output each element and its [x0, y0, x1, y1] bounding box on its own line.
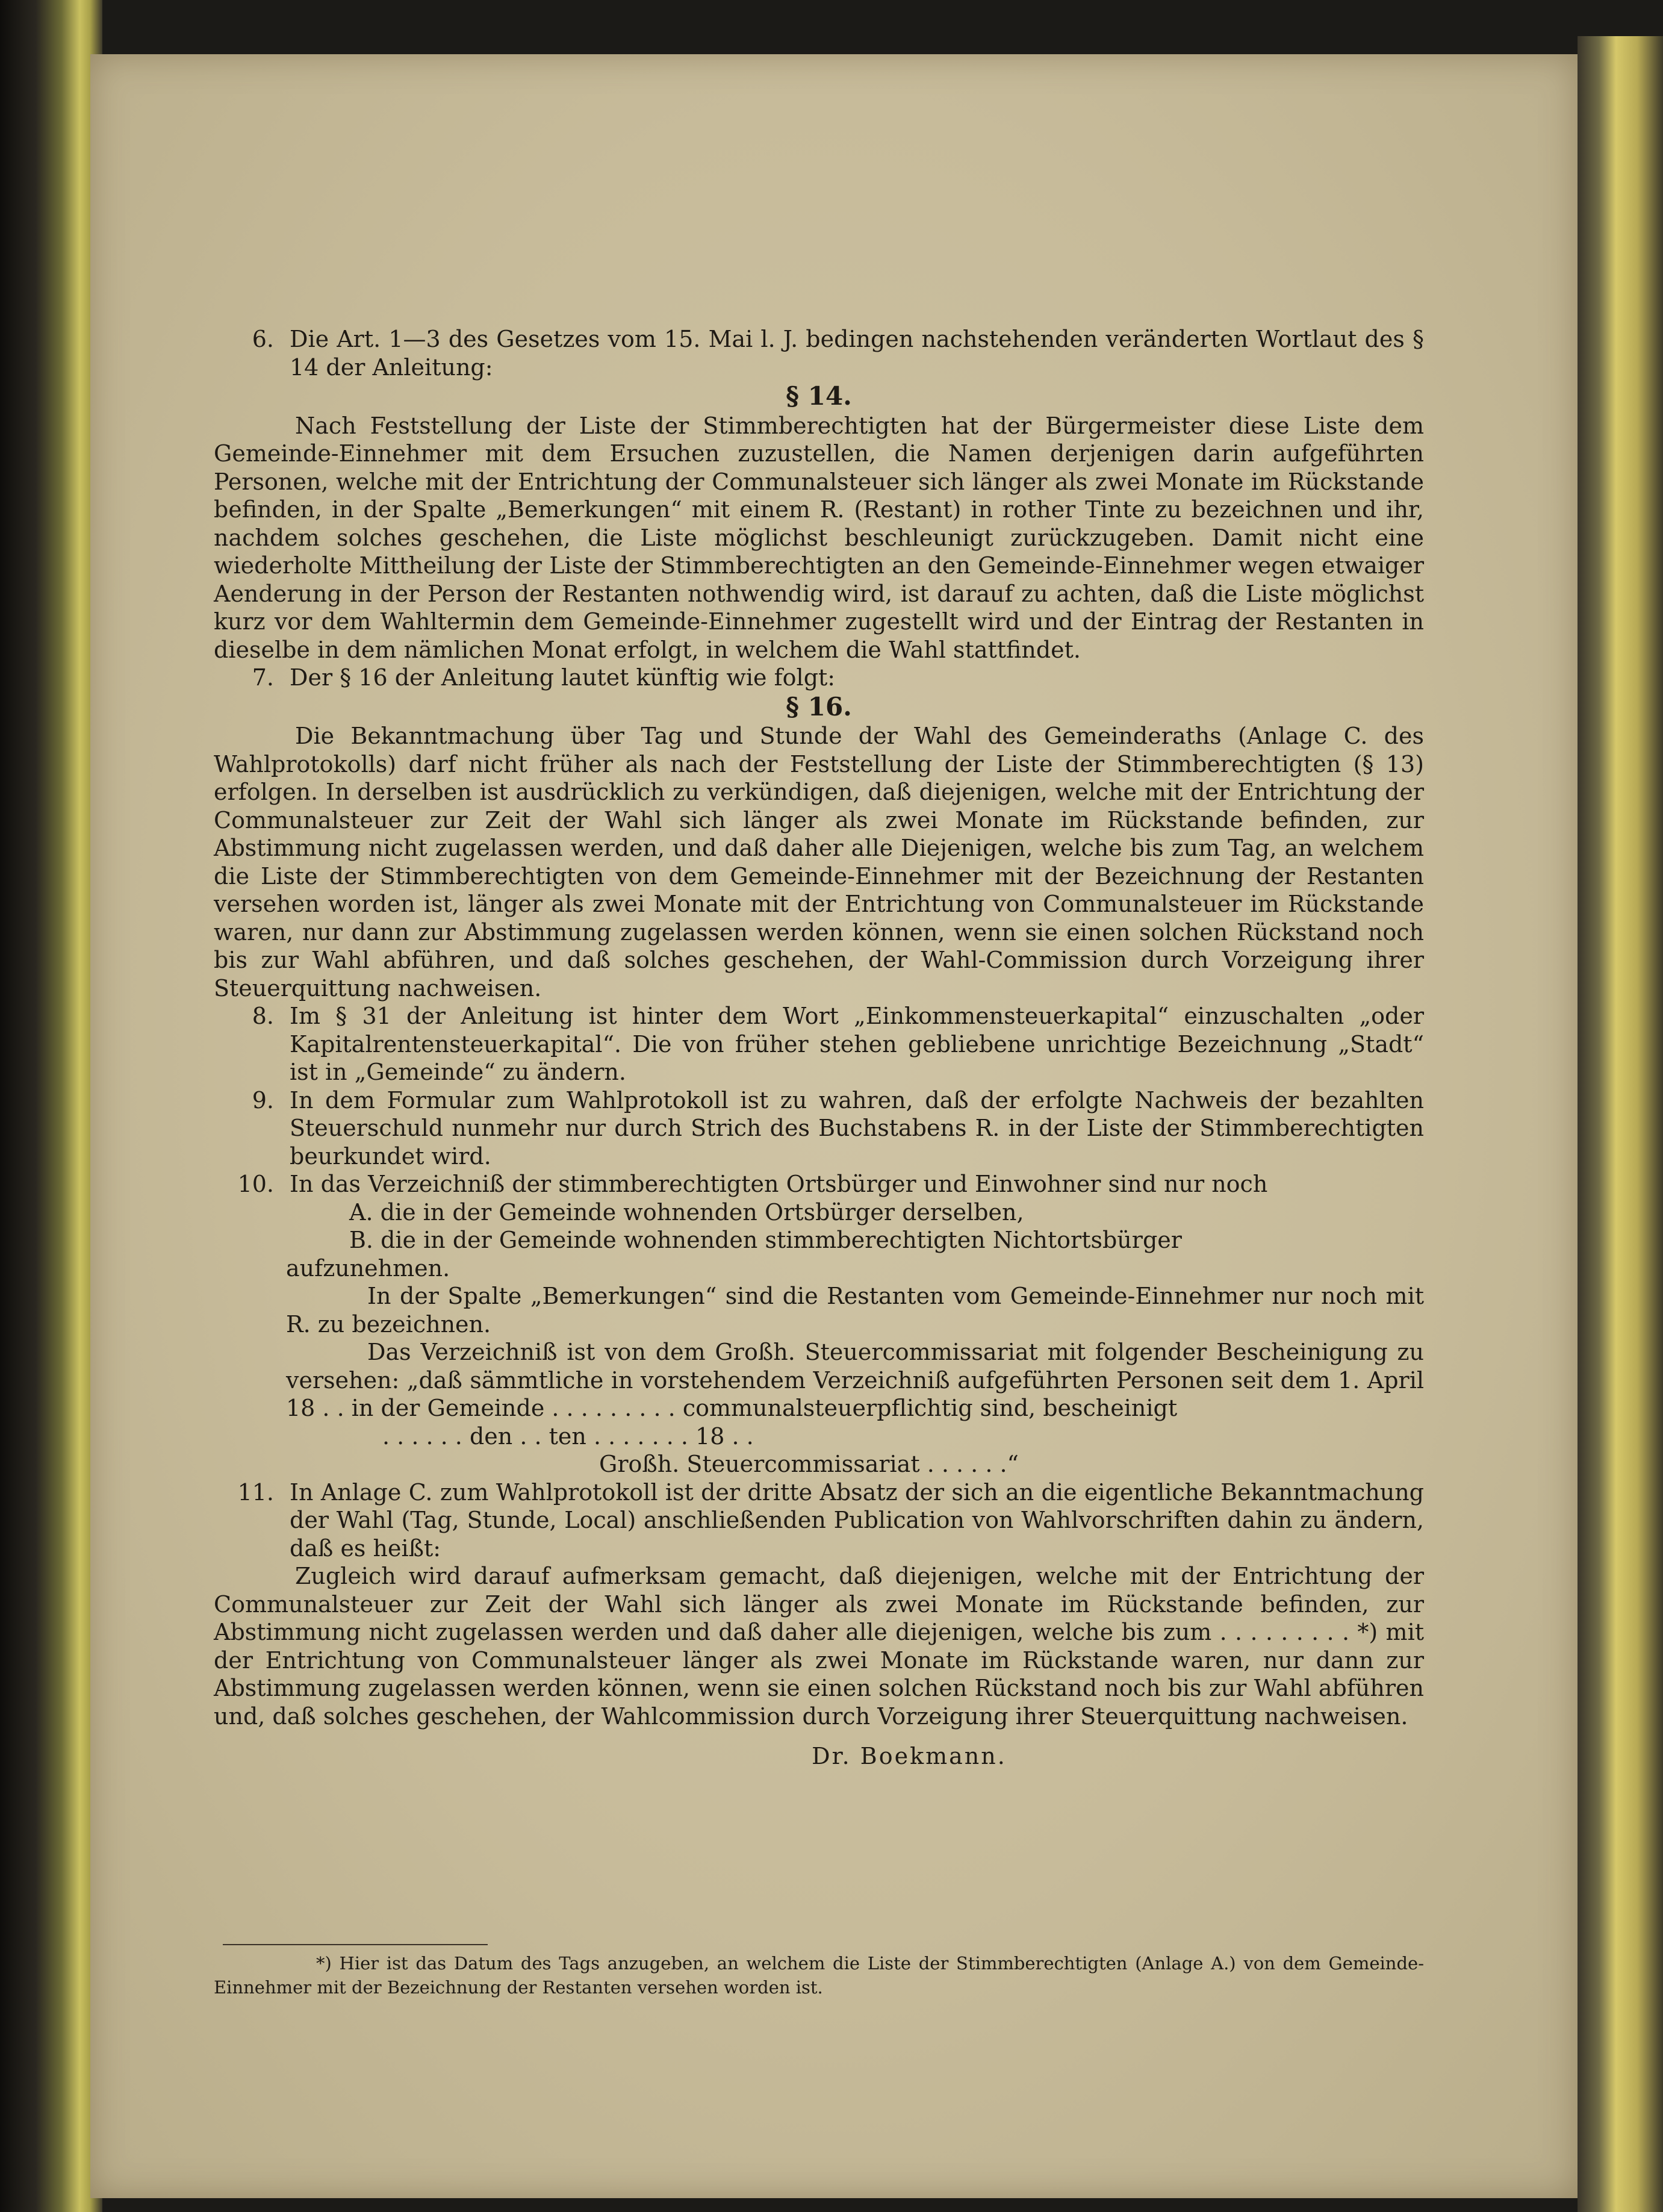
item-10-e: Das Verzeichniß ist von dem Großh. Steuercommissariat mit folgender Bescheinigung zu versehen: „daß sämmtliche in vorstehendem Verzeichniß aufgeführten Personen seit dem 1. April 18 . . in der Gemeinde . . . . . . . . . communalsteuerpflichtig sind, bescheinigt: [286, 1339, 1424, 1421]
item-10-a: A. die in der Gemeinde wohnenden Ortsbürger derselben,: [349, 1198, 1024, 1226]
section-heading-14: § 14.: [786, 381, 852, 411]
footnote-rule: [223, 1944, 488, 1945]
item-number: 8.: [252, 1003, 274, 1029]
signature: Dr. Boekmann.: [812, 1743, 1007, 1769]
page-text: [214, 325, 1424, 1771]
item-number: 6.: [252, 326, 274, 352]
item-9: [214, 1086, 1424, 1171]
item-8: [214, 1002, 1424, 1086]
footnote-text: *) Hier ist das Datum des Tags anzugeben, an welchem die Liste der Stimmberechtigten (Anlage A.) von dem Gemeinde-Einnehmer mit der Bezeichnung der Restanten versehen worden ist.: [214, 1953, 1424, 1998]
book-page-edge-right: [1578, 36, 1663, 2212]
item-10-f: . . . . . . den . . ten . . . . . . . 18 . .: [382, 1422, 754, 1450]
section-16-text: Die Bekanntmachung über Tag und Stunde der Wahl des Gemeinderaths (Anlage C. des Wahlprotokolls) darf nicht früher als nach der Feststellung der Liste der Stimmberechtigten (§ 13) erfolgen. In derselben ist ausdrücklich zu verkündigen, daß diejenigen, welche mit der Entrichtung der Communalsteuer zur Zeit der Wahl sich länger als zwei Monate im Rückstande befinden, zur Abstimmung nicht zugelassen werden, und daß daher alle Diejenigen, welche bis zum Tag, an welchem die Liste der Stimmberechtigten von dem Gemeinde-Einnehmer mit der Bezeichnung der Restanten versehen worden ist, länger als zwei Monate mit der Entrichtung von Communalsteuer im Rückstande waren, nur dann zur Abstimmung zugelassen werden können, wenn sie einen solchen Rückstand noch bis zur Wahl abführen, und daß solches geschehen, der Wahl-Commission durch Vorzeigung ihrer Steuerquittung nachweisen.: [214, 723, 1424, 1002]
item-11: [214, 1478, 1424, 1563]
item-text: Im § 31 der Anleitung ist hinter dem Wort „Einkommensteuerkapital“ einzuschalten „oder Kapitalrentensteuerkapital“. Die von früher stehen gebliebene unrichtige Bezeichnung „Stadt“ ist in „Gemeinde“ zu ändern.: [290, 1003, 1424, 1085]
item-10-b: B. die in der Gemeinde wohnenden stimmberechtigten Nichtortsbürger: [349, 1227, 1182, 1253]
item-10-g: Großh. Steuercommissariat . . . . . .“: [599, 1451, 1019, 1477]
item-text: Die Art. 1—3 des Gesetzes vom 15. Mai l. J. bedingen nachstehenden veränderten Wortlaut des § 14 der Anleitung:: [290, 326, 1424, 381]
item-10: [214, 1170, 1424, 1198]
item-number: 7.: [252, 664, 274, 691]
item-6: [214, 325, 1424, 381]
item-10-c: aufzunehmen.: [286, 1254, 450, 1282]
book-spine-left: [0, 0, 102, 2212]
section-heading-16: § 16.: [786, 691, 852, 721]
item-10-d: In der Spalte „Bemerkungen“ sind die Restanten vom Gemeinde-Einnehmer nur noch mit R. zu bezeichnen.: [286, 1283, 1424, 1338]
item-text: In das Verzeichniß der stimmberechtigten Ortsbürger und Einwohner sind nur noch: [290, 1171, 1268, 1197]
item-number: 9.: [252, 1086, 274, 1114]
footnote: [214, 1951, 1424, 1999]
item-text: In Anlage C. zum Wahlprotokoll ist der dritte Absatz der sich an die eigentliche Bekanntmachung der Wahl (Tag, Stunde, Local) anschließenden Publication von Wahlvorschriften dahin zu ändern, daß es heißt:: [290, 1478, 1424, 1562]
section-14-text: Nach Feststellung der Liste der Stimmberechtigten hat der Bürgermeister diese Liste dem Gemeinde-Einnehmer mit dem Ersuchen zuzustellen, die Namen derjenigen darin aufgeführten Personen, welche mit der Entrichtung der Communalsteuer sich länger als zwei Monate im Rückstande befinden, in der Spalte „Bemerkungen“ mit einem R. (Restant) in rother Tinte zu bezeichnen und ihr, nachdem solches geschehen, die Liste möglichst beschleunigt zurückzugeben. Damit nicht eine wiederholte Mittheilung der Liste der Stimmberechtigten an den Gemeinde-Einnehmer wegen etwaiger Aenderung in der Person der Restanten nothwendig wird, ist darauf zu achten, daß die Liste möglichst kurz vor dem Wahltermin dem Gemeinde-Einnehmer zugestellt wird und der Eintrag der Restanten in dieselbe in dem nämlichen Monat erfolgt, in welchem die Wahl stattfindet.: [214, 412, 1424, 663]
item-11-text: Zugleich wird darauf aufmerksam gemacht, daß diejenigen, welche mit der Entrichtung der Communalsteuer zur Zeit der Wahl sich länger als zwei Monate im Rückstande befinden, zur Abstimmung nicht zugelassen werden und daß daher alle diejenigen, welche bis zum . . . . . . . . . *) mit der Entrichtung von Communalsteuer länger als zwei Monate im Rückstande waren, nur dann zur Abstimmung zugelassen werden können, wenn sie einen solchen Rückstand noch bis zur Wahl abführen und, daß solches geschehen, der Wahlcommission durch Vorzeigung ihrer Steuerquittung nachweisen.: [214, 1563, 1424, 1730]
item-number: 11.: [237, 1478, 274, 1506]
item-7: [214, 664, 1424, 692]
item-number: 10.: [237, 1171, 274, 1197]
item-text: In dem Formular zum Wahlprotokoll ist zu wahren, daß der erfolgte Nachweis der bezahlten Steuerschuld nunmehr nur durch Strich des Buchstabens R. in der Liste der Stimmberechtigten beurkundet wird.: [290, 1086, 1424, 1170]
item-text: Der § 16 der Anleitung lautet künftig wie folgt:: [290, 664, 836, 691]
